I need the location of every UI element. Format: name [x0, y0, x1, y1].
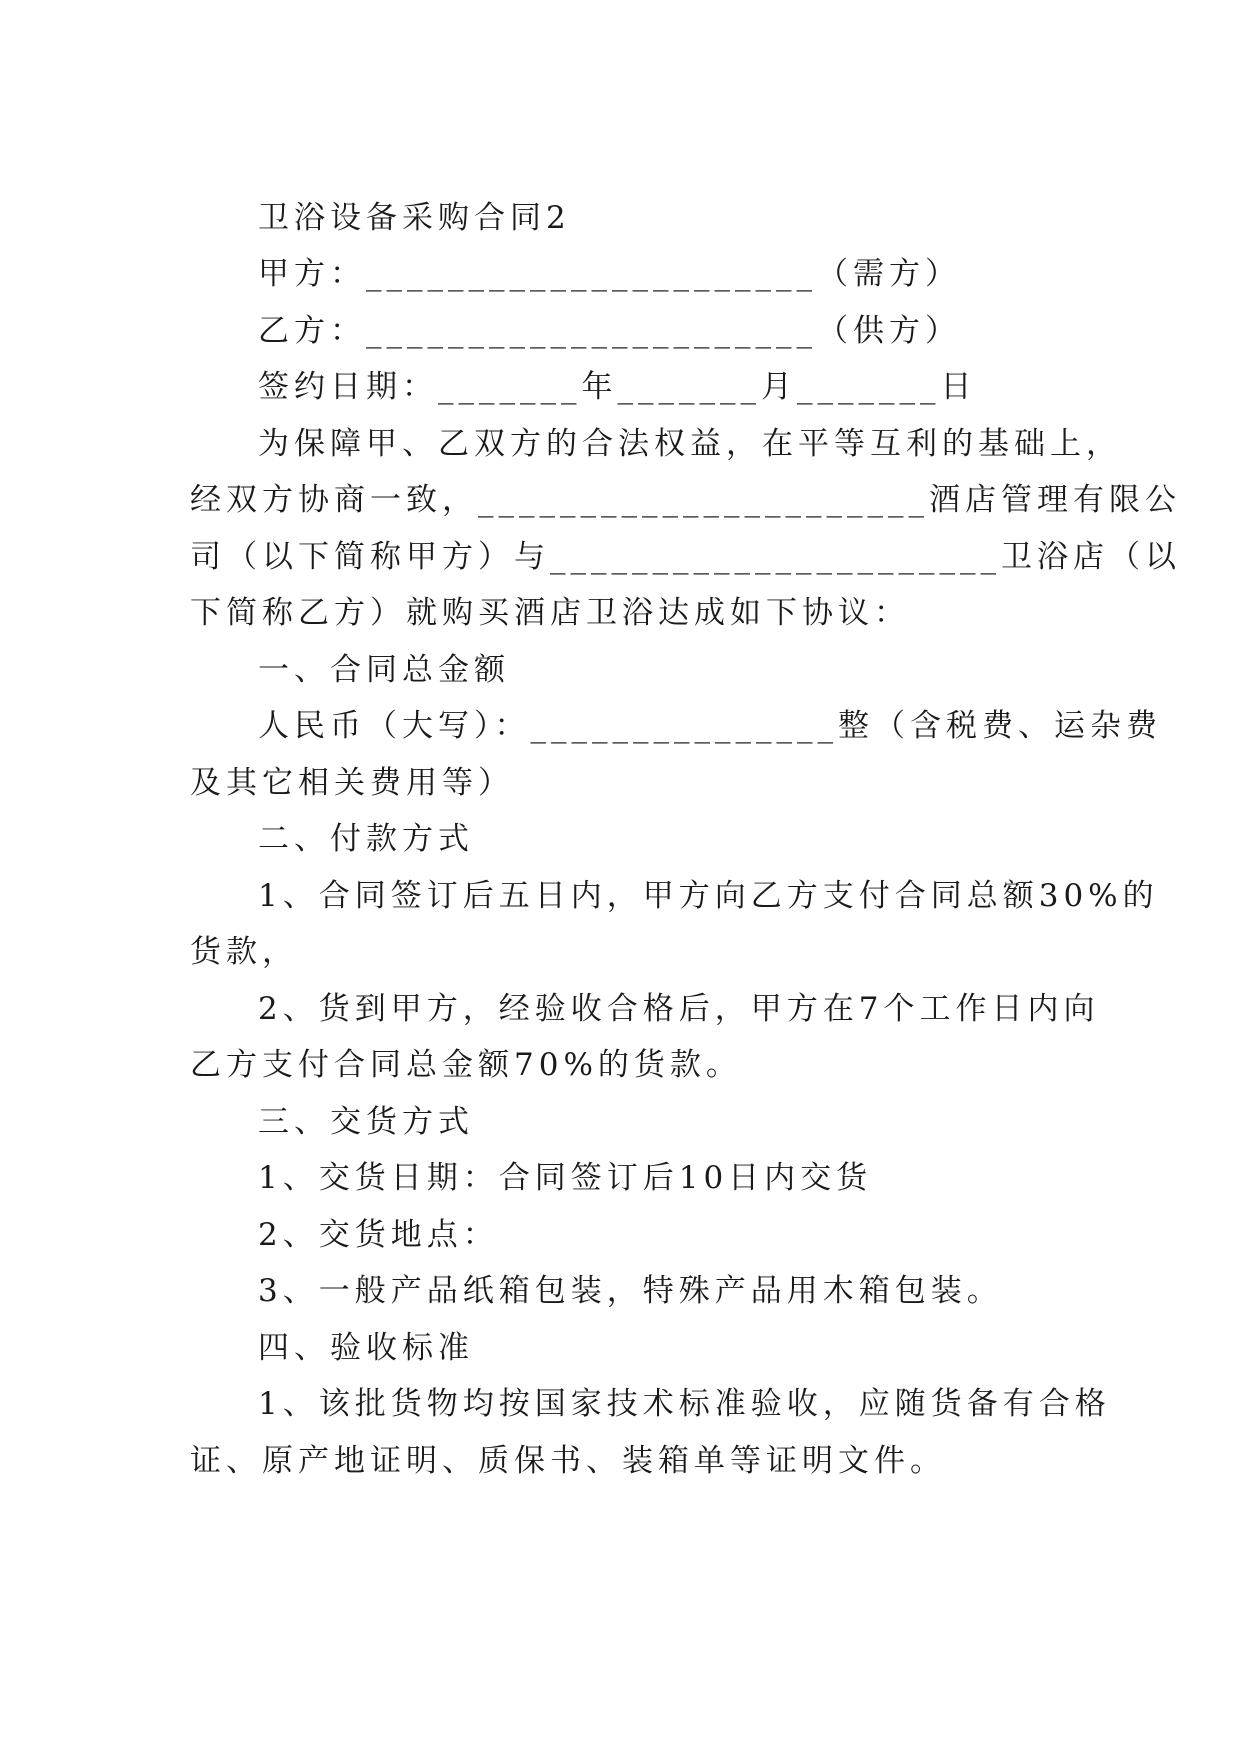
- party-a-line: 甲方：______________________（需方）: [258, 256, 961, 292]
- section-text-line: 乙方支付合同总金额70%的货款。: [190, 1047, 742, 1083]
- section-heading: 二、付款方式: [258, 821, 474, 857]
- section-heading: 四、验收标准: [258, 1330, 474, 1366]
- intro-line: 为保障甲、乙双方的合法权益，在平等互利的基础上，: [258, 426, 1122, 462]
- section-text-line: 货款，: [190, 934, 298, 970]
- section-heading: 一、合同总金额: [258, 652, 510, 688]
- section-text-line: 2、交货地点：: [258, 1217, 499, 1253]
- intro-line: 司（以下简称甲方）与______________________卫浴店（以: [190, 539, 1181, 575]
- section-text-line: 1、交货日期：合同签订后10日内交货: [258, 1160, 873, 1196]
- party-b-line: 乙方：______________________（供方）: [258, 313, 961, 349]
- section-text-line: 人民币（大写）：_______________整（含税费、运杂费: [258, 708, 1162, 744]
- section-text-line: 证、原产地证明、质保书、装箱单等证明文件。: [190, 1443, 946, 1479]
- intro-line: 下简称乙方）就购买酒店卫浴达成如下协议：: [190, 595, 910, 631]
- intro-line: 经双方协商一致，______________________酒店管理有限公: [190, 482, 1181, 518]
- document-title: 卫浴设备采购合同2: [258, 200, 571, 236]
- section-text-line: 3、一般产品纸箱包装，特殊产品用木箱包装。: [258, 1273, 1003, 1309]
- section-text-line: 1、该批货物均按国家技术标准验收，应随货备有合格: [258, 1386, 1111, 1422]
- section-text-line: 及其它相关费用等）: [190, 765, 514, 801]
- sign-date-line: 签约日期：_______年_______月_______日: [258, 369, 977, 405]
- section-text-line: 2、货到甲方，经验收合格后，甲方在7个工作日内向: [258, 991, 1100, 1027]
- section-text-line: 1、合同签订后五日内，甲方向乙方支付合同总额30%的: [258, 878, 1159, 914]
- section-heading: 三、交货方式: [258, 1104, 474, 1140]
